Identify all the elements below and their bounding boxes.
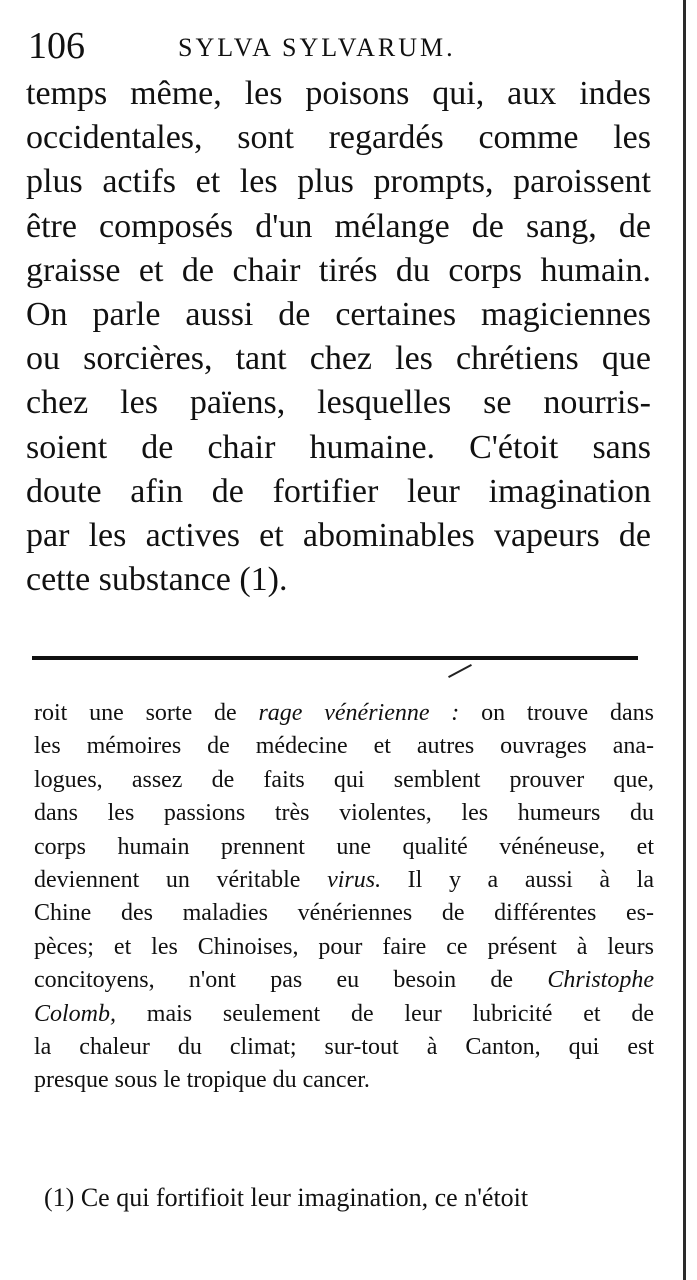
page-header bbox=[28, 20, 648, 72]
text-line: ou sorcières, tant chez les chrétiens que bbox=[26, 340, 651, 378]
footnote-line: deviennent un véritable virus. Il y a aussi à la bbox=[34, 866, 654, 893]
footnote-line: pèces; et les Chinoises, pour faire ce présent à leurs bbox=[34, 933, 654, 960]
text-line: graisse et de chair tirés du corps humain. bbox=[26, 251, 651, 289]
footnote-line: la chaleur du climat; sur-tout à Canton, qui est bbox=[34, 1033, 654, 1060]
footnote-line: dans les passions très violentes, les humeurs du bbox=[34, 800, 654, 827]
footnote-continuation bbox=[34, 697, 654, 1098]
footnote-line: Chine des maladies vénériennes de différentes es- bbox=[34, 900, 654, 927]
page-edge-rule bbox=[683, 0, 686, 1280]
main-text bbox=[26, 72, 651, 602]
footnote-separator bbox=[32, 656, 638, 660]
text-line: On parle aussi de certaines magiciennes bbox=[26, 295, 651, 333]
footnote-1-text: (1) Ce qui fortifioit leur imagination, ce n'étoit bbox=[44, 1183, 529, 1212]
footnote-line: roit une sorte de rage vénérienne : on trouve dans bbox=[34, 700, 654, 726]
text-line: occidentales, sont regardés comme les bbox=[26, 119, 651, 157]
footnote-line: Colomb, mais seulement de leur lubricité et de bbox=[34, 1000, 654, 1027]
ink-mark bbox=[448, 664, 472, 678]
text-line: cette substance (1). bbox=[26, 561, 288, 599]
text-line: chez les païens, lesquelles se nourris- bbox=[26, 384, 651, 422]
footnote-line: les mémoires de médecine et autres ouvrages ana- bbox=[34, 733, 654, 760]
text-line: plus actifs et les plus prompts, paroissent bbox=[26, 163, 651, 201]
page-number: 106 bbox=[28, 25, 85, 67]
text-line: temps même, les poisons qui, aux indes bbox=[26, 75, 651, 112]
text-line: être composés d'un mélange de sang, de bbox=[26, 207, 651, 245]
text-line: par les actives et abominables vapeurs de bbox=[26, 516, 651, 554]
text-line: soient de chair humaine. C'étoit sans bbox=[26, 428, 651, 466]
footnote-1 bbox=[44, 1179, 656, 1217]
running-title: SYLVA SYLVARUM. bbox=[178, 33, 456, 62]
text-line: doute afin de fortifier leur imagination bbox=[26, 472, 651, 510]
footnote-line: corps humain prennent une qualité vénéneuse, et bbox=[34, 833, 654, 860]
footnote-line: concitoyens, n'ont pas eu besoin de Christophe bbox=[34, 967, 654, 994]
footnote-line: logues, assez de faits qui semblent prouver que, bbox=[34, 766, 654, 793]
footnote-line: presque sous le tropique du cancer. bbox=[34, 1067, 370, 1094]
